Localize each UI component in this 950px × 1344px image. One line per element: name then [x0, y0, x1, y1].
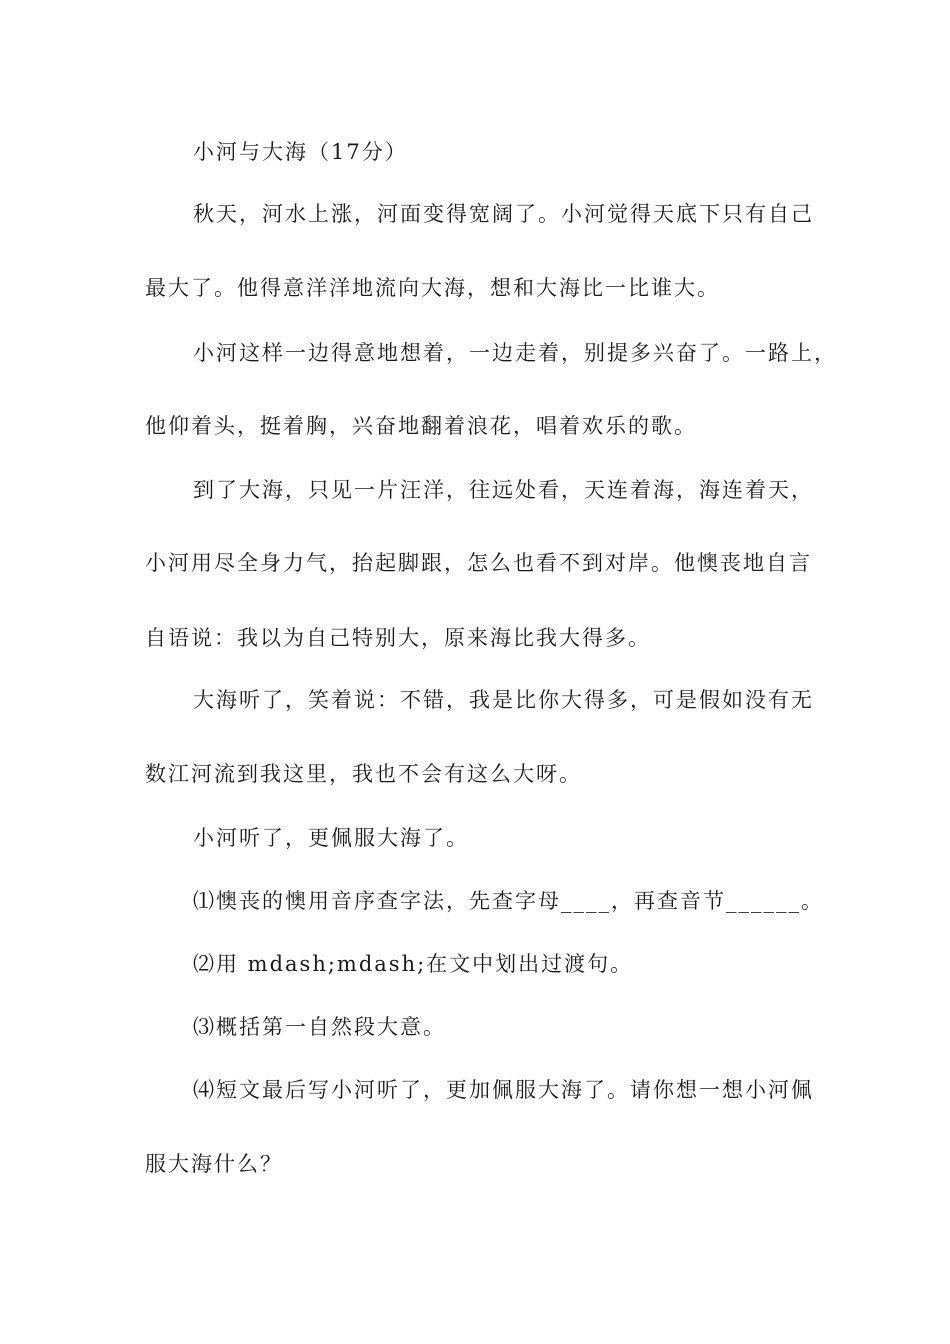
- paragraph-1-line-2: 最大了。他得意洋洋地流向大海，想和大海比一比谁大。: [145, 276, 720, 300]
- paragraph-5-line-1: 小河听了，更佩服大海了。: [193, 826, 469, 850]
- paragraph-2-line-1: 小河这样一边得意地想着，一边走着，别提多兴奋了。一路上，: [193, 341, 837, 365]
- document-title: 小河与大海（17分）: [193, 140, 408, 164]
- paragraph-1-line-1: 秋天，河水上涨，河面变得宽阔了。小河觉得天底下只有自己: [193, 202, 814, 226]
- question-4-line-2: 服大海什么？: [145, 1152, 283, 1176]
- paragraph-3-line-3: 自语说：我以为自己特别大，原来海比我大得多。: [145, 626, 651, 650]
- paragraph-3-line-1: 到了大海，只见一片汪洋，往远处看，天连着海，海连着天，: [193, 478, 814, 502]
- question-4-line-1: ⑷短文最后写小河听了，更加佩服大海了。请你想一想小河佩: [193, 1078, 814, 1102]
- paragraph-4-line-2: 数江河流到我这里，我也不会有这么大呀。: [145, 762, 582, 786]
- paragraph-2-line-2: 他仰着头，挺着胸，兴奋地翻着浪花，唱着欢乐的歌。: [145, 414, 697, 438]
- question-2: ⑵用 mdash;mdash;在文中划出过渡句。: [193, 952, 634, 976]
- question-1: ⑴懊丧的懊用音序查字法，先查字母____，再查音节______。: [193, 889, 824, 913]
- paragraph-4-line-1: 大海听了，笑着说：不错，我是比你大得多，可是假如没有无: [193, 688, 814, 712]
- paragraph-3-line-2: 小河用尽全身力气，抬起脚跟，怎么也看不到对岸。他懊丧地自言: [145, 551, 812, 575]
- question-3: ⑶概括第一自然段大意。: [193, 1015, 446, 1039]
